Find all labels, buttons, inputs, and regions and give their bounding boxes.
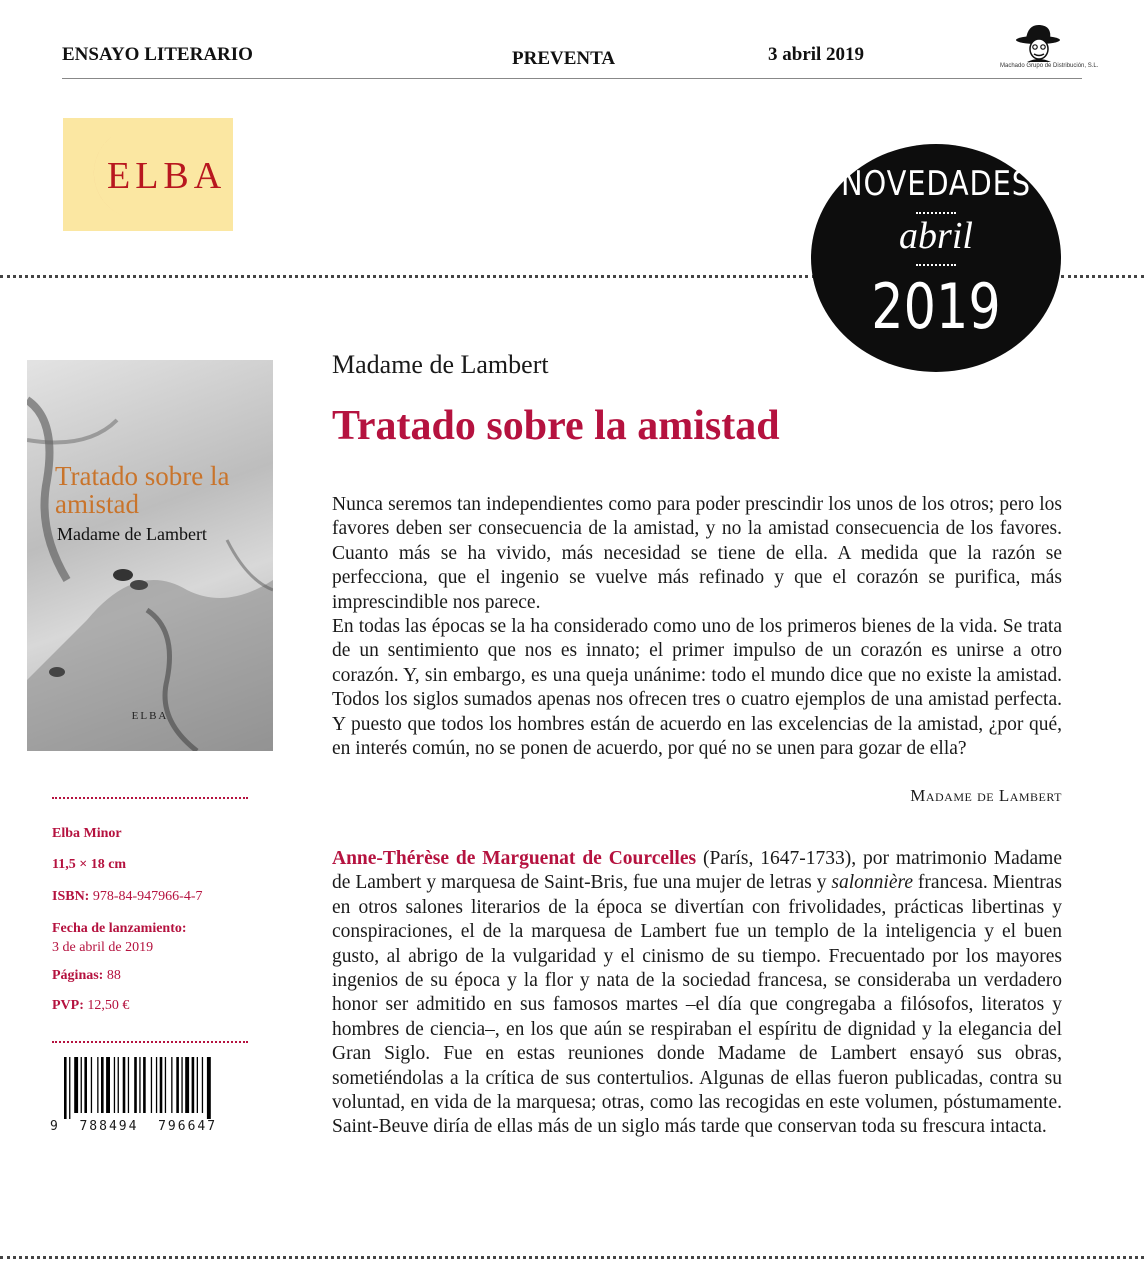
dotted-divider [1061, 275, 1144, 278]
spec-price: PVP: 12,50 € [52, 998, 130, 1013]
barcode-digits: 9 788494 796647 [50, 1119, 218, 1134]
barcode-bar [134, 1057, 137, 1113]
barcode-bar [118, 1057, 119, 1113]
cover-publisher: ELBA [131, 710, 169, 722]
header-rule [62, 78, 1082, 79]
barcode-bar [64, 1057, 67, 1119]
barcode-bar [69, 1057, 70, 1119]
barcode-bar [185, 1057, 189, 1113]
barcode-bar [114, 1057, 115, 1113]
quote-paragraph-1: Nunca seremos tan independientes como para poder prescindir los unos de los otros; pero los favores deben ser consecuencia de la amistad, y no la amistad consecuencia de los favores. Cuanto más se ha vivido, más necesidad se tiene de ella. A medida que la razón se perfecciona, que el ingenio se vuelve más refinado y que el corazón se purifica, más imprescindible nos parece. [332, 494, 1062, 613]
barcode-bar [207, 1057, 211, 1119]
barcode-bar [91, 1057, 92, 1113]
publisher-logo-text: ELBA [107, 155, 227, 197]
spec-release-label: Fecha de lanzamiento: [52, 921, 187, 936]
badge-label: NOVEDADES [841, 164, 1031, 204]
barcode-bar [143, 1057, 146, 1113]
barcode-bar [160, 1057, 163, 1113]
book-title: Tratado sobre la amistad [332, 403, 780, 449]
distributor-caption: Machado Grupo de Distribución, S.L. [1000, 63, 1099, 69]
quote-paragraph-2: En todas las épocas se la ha considerado como uno de los primeros bienes de la vida. Se trata de un sentimiento que nos es innato; el primer impulso de un corazón es unirse a otro corazón. Y, sin embargo, es una queja unánime: todo el mundo dice que no existe la amistad. Todos los siglos sumados apenas nos ofrecen tres o cuatro ejemplos de una amistad perfecta. Y puesto que todos los hombres están de acuerdo en las excelencias de la amistad, ¿por qué, en interés común, no se ponen de acuerdo, por qué no se unen para gozar de ella? [332, 616, 1062, 760]
spec-isbn: ISBN: 978-84-947966-4-7 [52, 889, 203, 904]
barcode-bar [156, 1057, 157, 1113]
header-date: 3 abril 2019 [768, 44, 865, 65]
barcode-bar [84, 1057, 87, 1113]
barcode-bar [123, 1057, 126, 1113]
badge-dots [916, 264, 956, 266]
novedades-badge [811, 144, 1061, 372]
cover-author: Madame de Lambert [57, 524, 207, 544]
badge-year: 2019 [871, 270, 1001, 343]
man-with-hat-icon [1000, 18, 1090, 66]
barcode-bars [50, 1057, 260, 1119]
barcode-bar [202, 1057, 203, 1113]
specs-divider [52, 1041, 248, 1043]
barcode-bar [176, 1057, 179, 1113]
header-status: PREVENTA [512, 48, 616, 69]
barcode-bar [128, 1057, 129, 1113]
bio-author-name: Anne-Thérèse de Marguenat de Courcelles [332, 848, 697, 869]
dotted-divider [0, 1256, 1144, 1259]
spec-pages: Páginas: 88 [52, 968, 121, 983]
barcode-bar [192, 1057, 195, 1113]
specs-divider [52, 797, 248, 799]
barcode-bar [101, 1057, 104, 1113]
barcode-bar [151, 1057, 152, 1113]
header-category: ENSAYO LITERARIO [62, 44, 253, 65]
barcode-bar [81, 1057, 82, 1113]
barcode-bar [165, 1057, 166, 1113]
cover-artwork [27, 360, 273, 751]
book-cover [27, 360, 273, 751]
barcode-bar [139, 1057, 140, 1113]
quote-signature: Madame de Lambert [910, 786, 1062, 805]
spec-release-date: 3 de abril de 2019 [52, 940, 154, 955]
barcode-bar [106, 1057, 110, 1113]
author-bio: Anne-Thérèse de Marguenat de Courcelles (París, 1647-1733), por matrimonio Madame de Lambert y marquesa de Saint-Bris, fue una mujer de letras y salonnière francesa. Mientras en otros salones literarios de la época se divertían con frivolidades, prácticas libertinas y conspiraciones, el de la marquesa de Lambert fue un templo de la inteligencia y el buen gusto, al abrigo de la vulgaridad y el cinismo de su tiempo. Frecuentado por los mayores ingenios de su época y la flor y nata de la sociedad francesa, se consideraba un verdadero honor ser admitido en sus famosos martes –el día que congregaba a filósofos, literatos y hombres de ciencia–, en los que aún se respiraban el espíritu de dignidad y la elegancia del Gran Siglo. Fue en estas reuniones donde Madame de Lambert ensayó sus obras, sometiéndolas a la crítica de sus contertulios. Algunas de ellas fueron publicadas, contra su voluntad, en vida de la marquesa; otras, como las recogidas en este volumen, póstumamente. Saint-Beuve diría de ellas más de un siglo más tarde que conservan toda su frescura intacta. [332, 848, 1063, 1138]
cover-title: Tratado sobre la amistad [55, 461, 230, 519]
barcode-bar [171, 1057, 172, 1113]
barcode-bar [197, 1057, 198, 1113]
spec-size: 11,5 × 18 cm [52, 857, 127, 872]
barcode-bar [97, 1057, 98, 1113]
barcode-bar [181, 1057, 182, 1113]
badge-month: abril [899, 215, 973, 257]
barcode [50, 1057, 260, 1137]
spec-collection: Elba Minor [52, 826, 122, 841]
publisher-logo [63, 118, 233, 231]
barcode-bar [74, 1057, 78, 1113]
book-author: Madame de Lambert [332, 350, 549, 379]
dotted-divider [0, 275, 815, 278]
